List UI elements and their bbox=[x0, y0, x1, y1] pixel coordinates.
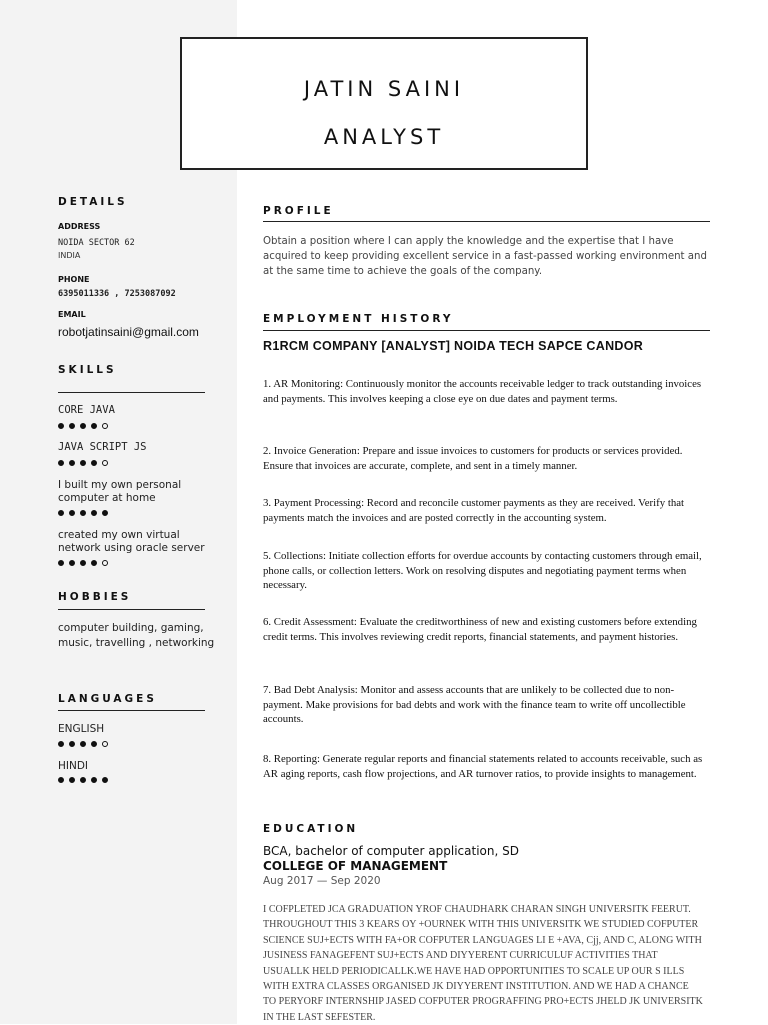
rating-dot-filled bbox=[69, 741, 75, 747]
duty-payment-processing: 3. Payment Processing: Record and reconcile customer payments as they are received. Verify that payments match the invoices and are posted correctly in the accounting system. bbox=[263, 497, 685, 524]
skill-core-java: CORE JAVA bbox=[58, 404, 115, 416]
skill-rating-virtual-network bbox=[58, 560, 108, 568]
language-rating-english bbox=[58, 741, 108, 749]
skill-built-pc: I built my own personal computer at home bbox=[58, 479, 182, 504]
candidate-name: JATIN SAINI bbox=[303, 77, 465, 101]
rating-dot-filled bbox=[69, 423, 75, 429]
education-degree-line1: BCA, bachelor of computer application, SD bbox=[263, 844, 519, 858]
rating-dot-filled bbox=[80, 741, 86, 747]
hobbies-heading: HOBBIES bbox=[58, 591, 132, 603]
education-degree bbox=[263, 844, 519, 874]
skills-divider bbox=[58, 392, 205, 393]
rating-dot-filled bbox=[58, 423, 64, 429]
employment-divider bbox=[263, 330, 710, 331]
duty-reporting: 8. Reporting: Generate regular reports and financial statements related to accounts receivable, such as AR aging reports, cash flow projections, and AR turnover ratios, to provide insights to management. bbox=[263, 753, 703, 780]
rating-dot-filled bbox=[91, 741, 97, 747]
rating-dot-filled bbox=[80, 777, 86, 783]
skill-rating-core-java bbox=[58, 423, 108, 431]
skill-virtual-network: created my own virtual network using oracle server bbox=[58, 529, 205, 554]
address-line2: INDIA bbox=[58, 251, 81, 260]
phone-label: PHONE bbox=[58, 275, 90, 284]
rating-dot-filled bbox=[58, 741, 64, 747]
duty-credit-assessment: 6. Credit Assessment: Evaluate the creditworthiness of new and existing customers before extending credit terms. This involves reviewing credit reports, financial statements, and payment histories. bbox=[263, 616, 697, 643]
education-dates: Aug 2017 — Sep 2020 bbox=[263, 875, 381, 887]
address-line1: NOIDA SECTOR 62 bbox=[58, 238, 135, 248]
language-english: ENGLISH bbox=[58, 723, 105, 735]
rating-dot-filled bbox=[69, 777, 75, 783]
education-degree-line2: COLLEGE OF MANAGEMENT bbox=[263, 859, 448, 873]
rating-dot-empty bbox=[102, 423, 108, 429]
rating-dot-filled bbox=[91, 423, 97, 429]
rating-dot-filled bbox=[80, 560, 86, 566]
phone-number: 6395011336 , 7253087092 bbox=[58, 289, 176, 299]
duty-collections: 5. Collections: Initiate collection efforts for overdue accounts by contacting customers through email, phone calls, or collection letters. Work on resolving disputes and negotiating payment terms when necessary. bbox=[263, 550, 702, 591]
rating-dot-filled bbox=[102, 510, 108, 516]
rating-dot-empty bbox=[102, 560, 108, 566]
rating-dot-empty bbox=[102, 460, 108, 466]
rating-dot-filled bbox=[58, 510, 64, 516]
rating-dot-filled bbox=[91, 777, 97, 783]
duty-invoice-generation: 2. Invoice Generation: Prepare and issue invoices to customers for products or services provided. Ensure that invoices are accurate, complete, and sent in a timely manner. bbox=[263, 445, 683, 472]
language-hindi: HINDI bbox=[58, 760, 89, 772]
education-description: I COFPLETED JCA GRADUATION YROF CHAUDHARK CHARAN SINGH UNIVERSITK FEERUT. THROUGHOUT THIS 3 KEARS OY +OURNEK WITH THIS UNIVERSITK WE STUDIED COFPUTER SCIENCE SUJ+ECTS WITH FA+OR COFPUTER LANGUAGES LI E +AVA, Cjj, AND C, ALONG WITH JUSINESS FANAGEFENT SUJ+ECTS AND DIYYERENT CURRICULUF ACTIVITIES THAT USUALLK HELD PERIODICALLK.WE HAVE HAD OPPORTUNITIES TO SCALE UP OUR S ILLS WITH EXTRA CLASSES ORGANISED JK DIYYERENT INSTITUTION. AND WE HAD A CHANCE TO PERYORF INTERNSHIP JASED COFPUTER PROGRAFFING PRO+ECTS JHELD JK UNIVERSITK IN THE LAST SEFESTER. bbox=[263, 904, 703, 1023]
rating-dot-filled bbox=[80, 460, 86, 466]
rating-dot-filled bbox=[80, 423, 86, 429]
profile-text: Obtain a position where I can apply the knowledge and the expertise that I have acquired to keep providing excellent service in a fast-passed working environment and at the same time to achieve the goals of the company. bbox=[263, 236, 707, 277]
languages-heading: LANGUAGES bbox=[58, 693, 157, 705]
address-label: ADDRESS bbox=[58, 222, 101, 231]
details-heading: DETAILS bbox=[58, 196, 128, 208]
rating-dot-empty bbox=[102, 741, 108, 747]
profile-heading: PROFILE bbox=[263, 205, 334, 217]
education-heading: EDUCATION bbox=[263, 823, 359, 835]
rating-dot-filled bbox=[91, 560, 97, 566]
candidate-role: ANALYST bbox=[323, 125, 445, 149]
rating-dot-filled bbox=[80, 510, 86, 516]
name-header-box bbox=[180, 37, 588, 170]
language-rating-hindi bbox=[58, 777, 108, 785]
employment-heading: EMPLOYMENT HISTORY bbox=[263, 313, 454, 325]
rating-dot-filled bbox=[69, 460, 75, 466]
job-title: R1RCM COMPANY [ANALYST] NOIDA TECH SAPCE CANDOR bbox=[263, 339, 644, 353]
rating-dot-filled bbox=[58, 777, 64, 783]
rating-dot-filled bbox=[58, 560, 64, 566]
email-label: EMAIL bbox=[58, 310, 86, 319]
rating-dot-filled bbox=[69, 510, 75, 516]
duty-ar-monitoring: 1. AR Monitoring: Continuously monitor the accounts receivable ledger to track outstanding invoices and payments. This involves keeping a close eye on due dates and payment terms. bbox=[263, 378, 702, 405]
skill-rating-built-pc bbox=[58, 510, 108, 518]
rating-dot-filled bbox=[102, 777, 108, 783]
rating-dot-filled bbox=[91, 510, 97, 516]
rating-dot-filled bbox=[91, 460, 97, 466]
email-address: robotjatinsaini@gmail.com bbox=[58, 325, 199, 339]
rating-dot-filled bbox=[58, 460, 64, 466]
skills-heading: SKILLS bbox=[58, 364, 117, 376]
skill-java-script: JAVA SCRIPT JS bbox=[58, 441, 147, 453]
rating-dot-filled bbox=[69, 560, 75, 566]
profile-divider bbox=[263, 221, 710, 222]
duty-bad-debt-analysis: 7. Bad Debt Analysis: Monitor and assess accounts that are unlikely to be collected due to non-payment. Make provisions for bad debts and work with the finance team to write off uncollectible accounts. bbox=[263, 684, 686, 725]
languages-divider bbox=[58, 710, 205, 711]
hobbies-divider bbox=[58, 609, 205, 610]
hobbies-text: computer building, gaming, music, travelling , networking bbox=[58, 622, 215, 649]
skill-rating-java-script bbox=[58, 460, 108, 468]
